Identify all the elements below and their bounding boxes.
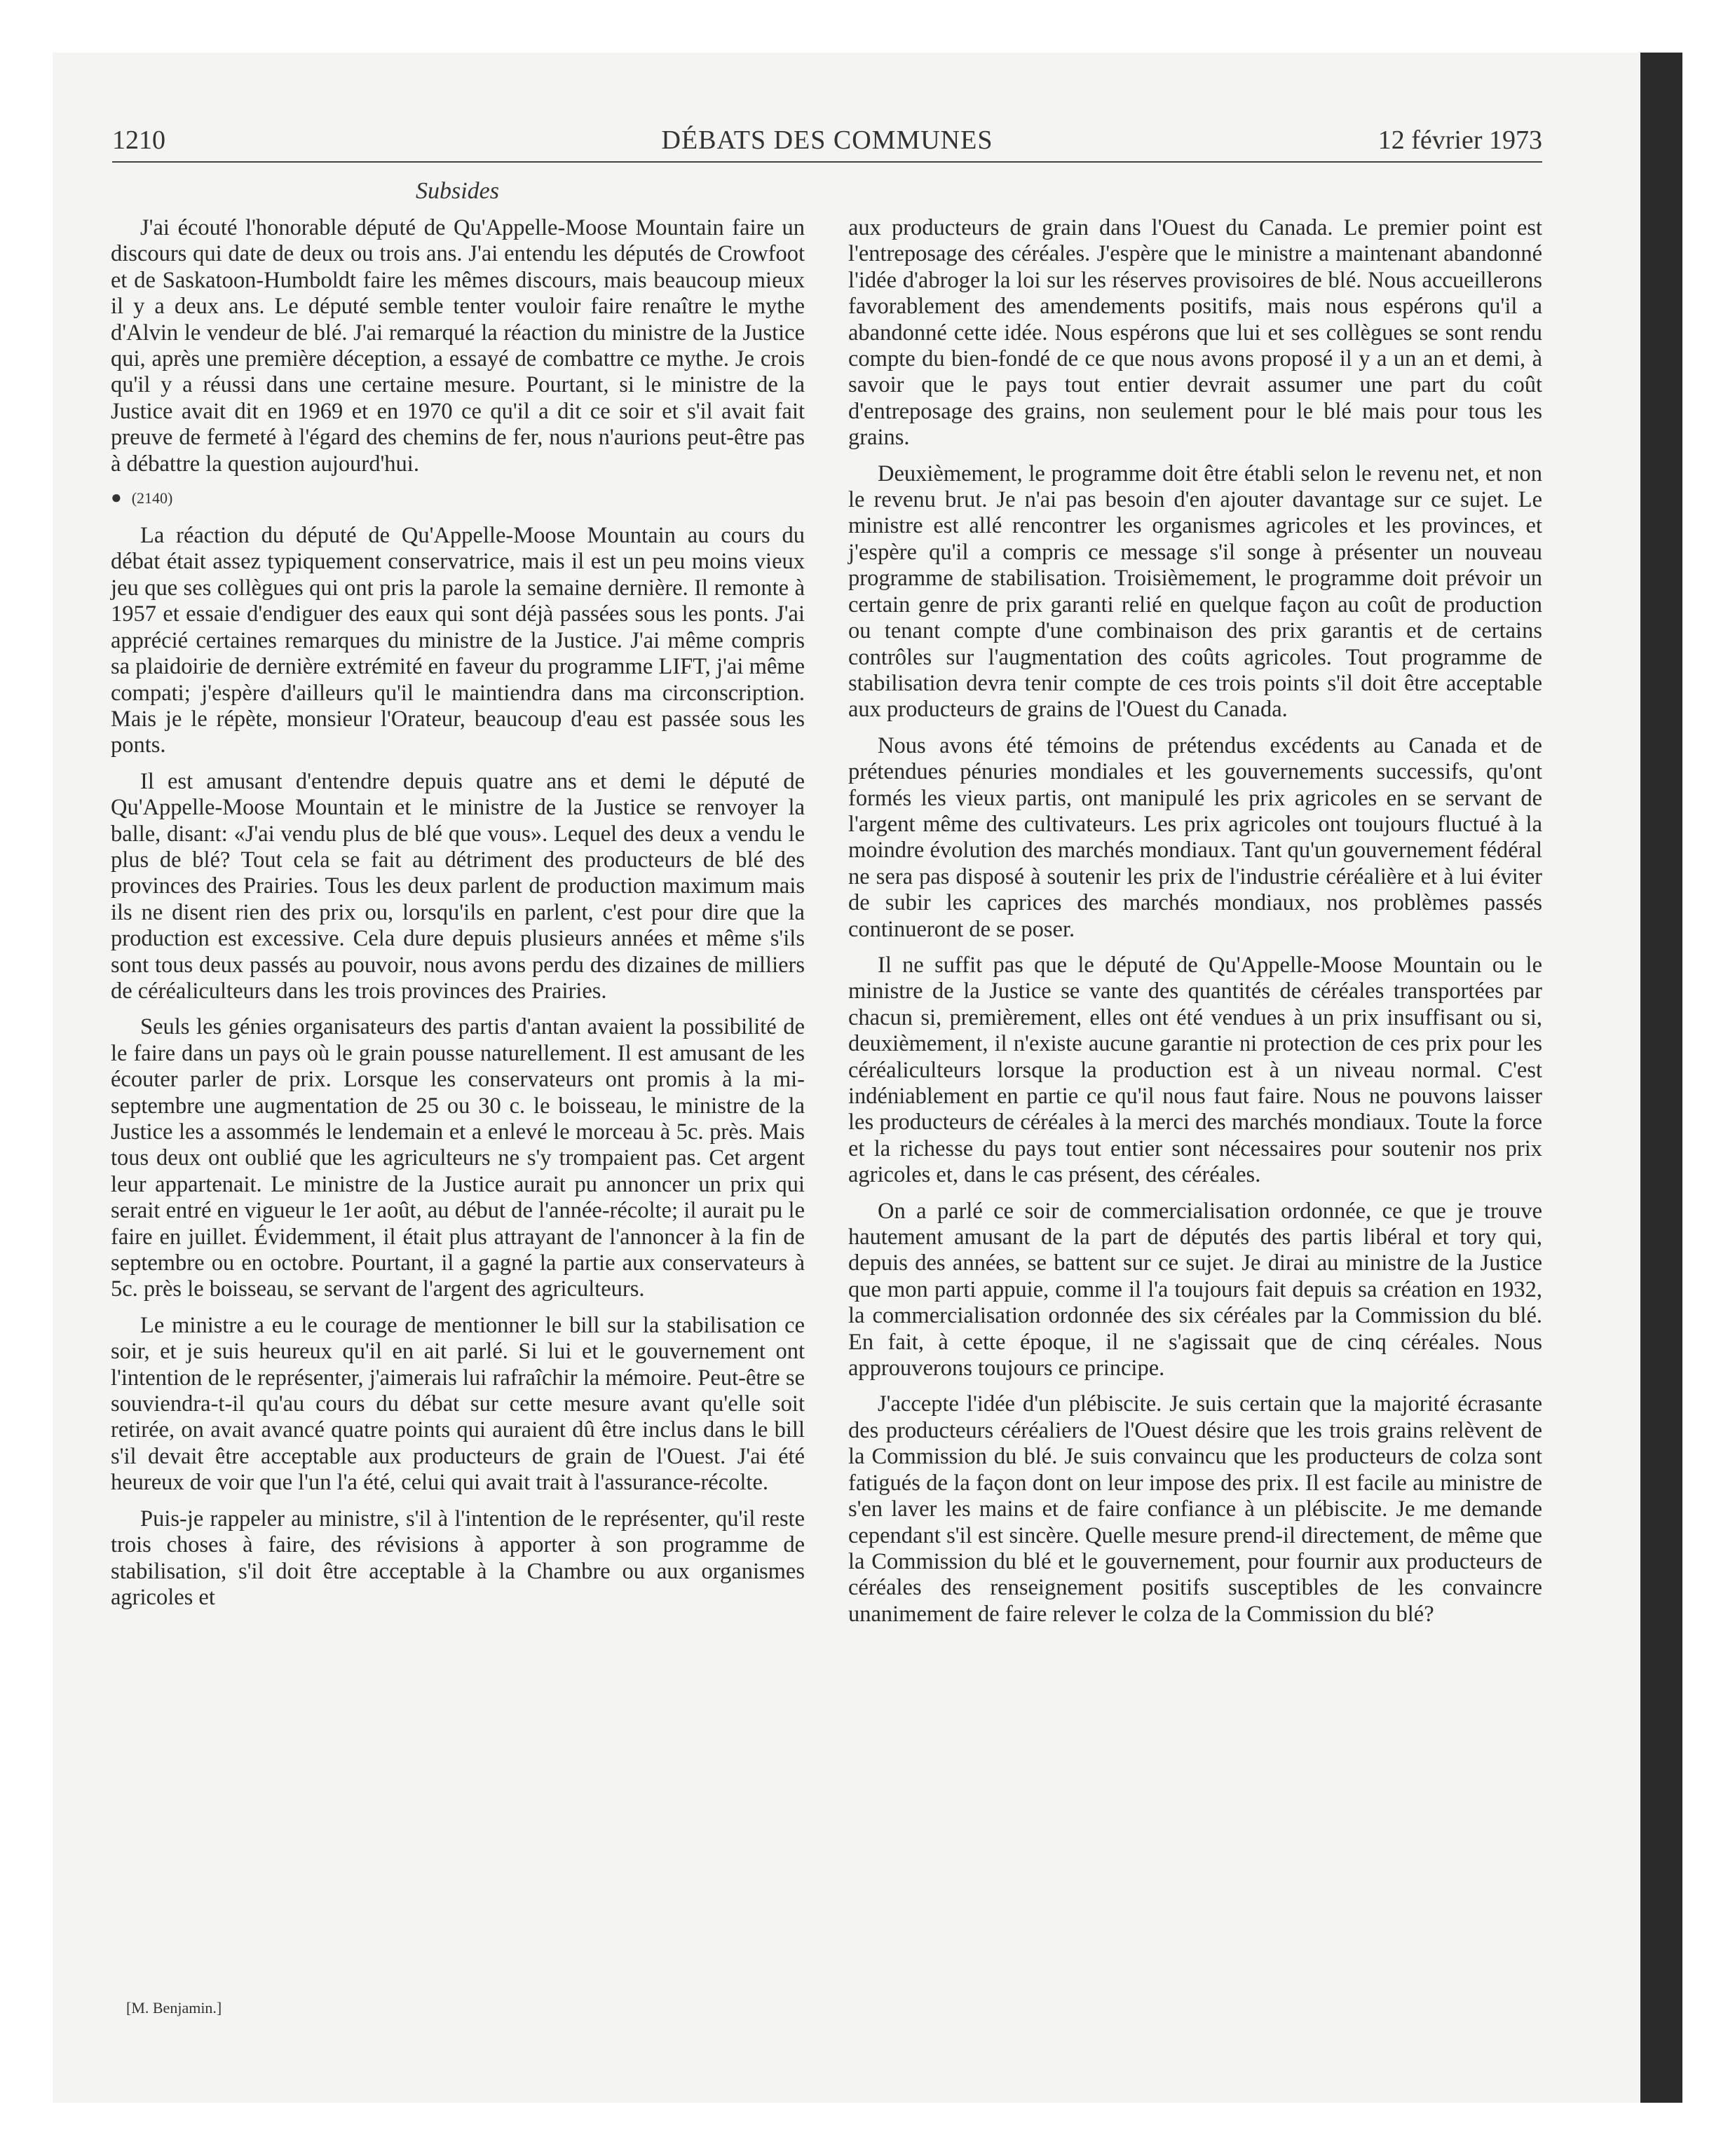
page-number: 1210 <box>112 125 165 155</box>
paragraph: J'accepte l'idée d'un plébiscite. Je suis certain que la majorité écrasante des producteurs céréaliers de l'Ouest désire que les trois grains relèvent de la Commission du blé. Je suis convaincu que les producteurs de colza sont fatigués de la façon dont on leur impose des prix. Il est facile au ministre de s'en laver les mains et de faire confiance à un plébiscite. Je me demande cependant s'il est sincère. Quelle mesure prend-il directement, de même que la Commission du blé et le gouvernement, pour fournir aux producteurs de céréales des renseignement positifs susceptibles de les convaincre unanimement de faire relever le colza de la Commission du blé? <box>848 1391 1542 1627</box>
paragraph: Seuls les génies organisateurs des partis d'antan avaient la possibilité de le faire dans un pays où le grain pousse naturellement. Il est amusant de les écouter parler de prix. Lorsque les conservateurs ont promis à la mi-septembre une augmentation de 25 ou 30 c. le boisseau, le ministre de la Justice les a assommés le lendemain et a enlevé le morceau à 5c. près. Mais tous deux ont oublié que les agriculteurs ne s'y trompaient pas. Cet argent leur appartenait. Le ministre de la Justice aurait pu annoncer un prix qui serait entré en vigueur le 1er août, au début de l'année-récolte; il aurait pu le faire en juillet. Évidemment, il était plus attrayant de l'annoncer à la fin de septembre ou en octobre. Pourtant, il a gagné la partie aux conservateurs à 5c. près le boisseau, se servant de l'argent des agriculteurs. <box>111 1014 805 1302</box>
paragraph: J'ai écouté l'honorable député de Qu'Appelle-Moose Mountain faire un discours qui date de deux ou trois ans. J'ai entendu les députés de Crowfoot et de Saskatoon-Humboldt faire les mêmes discours, mais beaucoup mieux il y a deux ans. Le député semble tenter vouloir faire renaître le mythe d'Alvin le vendeur de blé. J'ai remarqué la réaction du ministre de la Justice qui, après une première déception, a essayé de combattre ce mythe. Je crois qu'il y a réussi dans une certaine mesure. Pourtant, si le ministre de la Justice avait dit en 1969 et en 1970 ce qu'il a dit ce soir et s'il avait fait preuve de fermeté à l'égard des chemins de fer, nous n'aurions peut-être pas à débattre la question aujourd'hui. <box>111 215 805 477</box>
paragraph: Il est amusant d'entendre depuis quatre ans et demi le député de Qu'Appelle-Moose Mountain et le ministre de la Justice se renvoyer la balle, disant: «J'ai vendu plus de blé que vous». Lequel des deux a vendu le plus de blé? Tout cela se fait au détriment des producteurs de blé des provinces des Prairies. Tous les deux parlent de production maximum mais ils ne disent rien des prix ou, lorsqu'ils en parlent, c'est pour dire que la production est excessive. Cela dure depuis plusieurs années et même s'ils sont tous deux passés au pouvoir, nous avons perdu des dizaines de milliers de céréaliculteurs dans les trois provinces des Prairies. <box>111 768 805 1004</box>
left-column <box>111 215 805 1621</box>
section-label: Subsides <box>416 178 499 204</box>
right-column <box>848 215 1542 1637</box>
paragraph: Il ne suffit pas que le député de Qu'Appelle-Moose Mountain ou le ministre de la Justice se vante des quantités de céréales transportées par chacun si, premièrement, elles ont été vendues à un prix insuffisant ou si, deuxièmement, il n'existe aucune garantie ni protection de ces prix pour les céréaliculteurs lorsque la production est à un niveau normal. C'est indéniablement en partie ce qu'il nous faut faire. Nous ne pouvons laisser les producteurs de céréales à la merci des marchés mondiaux. Toute la force et la richesse du pays tout entier sont nécessaires pour soutenir nos prix agricoles et, dans le cas présent, des céréales. <box>848 952 1542 1188</box>
time-marker <box>111 487 805 509</box>
bullet-icon: ● <box>111 487 122 508</box>
speaker-note: [M. Benjamin.] <box>126 1999 222 2017</box>
paragraph: aux producteurs de grain dans l'Ouest du Canada. Le premier point est l'entreposage des céréales. J'espère que le ministre a maintenant abandonné l'idée d'abroger la loi sur les réserves provisoires de blé. Nous accueillerons favorablement des amendements positifs, mais nous espérons qu'il a abandonné cette idée. Nous espérons que lui et ses collègues se sont rendu compte du bien-fondé de ce que nous avons proposé il y a un an et demi, à savoir que le pays tout entier devrait assumer une part du coût d'entreposage des grains, non seulement pour le blé mais pour tous les grains. <box>848 215 1542 451</box>
paragraph: La réaction du député de Qu'Appelle-Moose Mountain au cours du débat était assez typiquement conservatrice, mais il est un peu moins vieux jeu que ses collègues qui ont pris la parole la semaine dernière. Il remonte à 1957 et essaie d'endiguer des eaux qui sont déjà passées sous les ponts. J'ai apprécié certaines remarques du ministre de la Justice. J'ai même compris sa plaidoirie de dernière extrémité en faveur du programme LIFT, j'ai même compati; j'espère d'ailleurs qu'il le maintiendra dans ma circonscription. Mais je le répète, monsieur l'Orateur, beaucoup d'eau est passée sous les ponts. <box>111 523 805 758</box>
page-date: 12 février 1973 <box>1377 125 1542 155</box>
paragraph: Puis-je rappeler au ministre, s'il à l'intention de le représenter, qu'il reste trois choses à faire, des révisions à apporter à son programme de stabilisation, s'il doit être acceptable à la Chambre ou aux organismes agricoles et <box>111 1506 805 1610</box>
publication-title: DÉBATS DES COMMUNES <box>661 125 993 155</box>
paragraph: Deuxièmement, le programme doit être établi selon le revenu net, et non le revenu brut. Je n'ai pas besoin d'en ajouter davantage sur ce sujet. Le ministre est allé rencontrer les organismes agricoles et les provinces, et j'espère qu'il a compris ce message s'il songe à présenter un nouveau programme de stabilisation. Troisièmement, le programme doit prévoir un certain genre de prix garanti relié en quelque façon au coût de production ou tenant compte d'une combinaison des prix garantis et de certains contrôles sur l'augmentation des coûts agricoles. Tout programme de stabilisation devra tenir compte de ces trois points s'il doit être acceptable aux producteurs de grains de l'Ouest du Canada. <box>848 460 1542 723</box>
paragraph: Le ministre a eu le courage de mentionner le bill sur la stabilisation ce soir, et je suis heureux qu'il en ait parlé. Si lui et le gouvernement ont l'intention de le représenter, j'aimerais lui rafraîchir la mémoire. Peut-être se souviendra-t-il qu'au cours du débat sur cette mesure avant qu'elle soit retirée, on avait avancé quatre points qui auraient dû être inclus dans le bill s'il devait être acceptable aux producteurs de grain de l'Ouest. J'ai été heureux de voir que l'un l'a été, celui qui avait trait à l'assurance-récolte. <box>111 1312 805 1496</box>
scan-edge-shadow <box>1640 53 1682 2103</box>
paragraph: Nous avons été témoins de prétendus excédents au Canada et de prétendues pénuries mondiales et les gouvernements successifs, qu'ont formés les vieux partis, ont manipulé les prix agricoles en se servant de l'argent même des cultivateurs. Les prix agricoles ont toujours fluctué à la moindre évolution des marchés mondiaux. Tant qu'un gouvernement fédéral ne sera pas disposé à soutenir les prix de l'industrie céréalière et à lui éviter de subir les caprices des marchés mondiaux, nos problèmes passés continueront de se poser. <box>848 732 1542 942</box>
page-header <box>112 125 1542 163</box>
time-marker-label: (2140) <box>131 489 173 507</box>
paragraph: On a parlé ce soir de commercialisation ordonnée, ce que je trouve hautement amusant de la part de députés des partis libéral et tory qui, depuis des années, se battent sur ce sujet. Je dirai au ministre de la Justice que mon parti appuie, comme il l'a toujours fait depuis sa création en 1932, la commercialisation ordonnée des six céréales par la Commission du blé. En fait, à cette époque, il ne s'agissait que de cinq céréales. Nous approuverons toujours ce principe. <box>848 1198 1542 1381</box>
